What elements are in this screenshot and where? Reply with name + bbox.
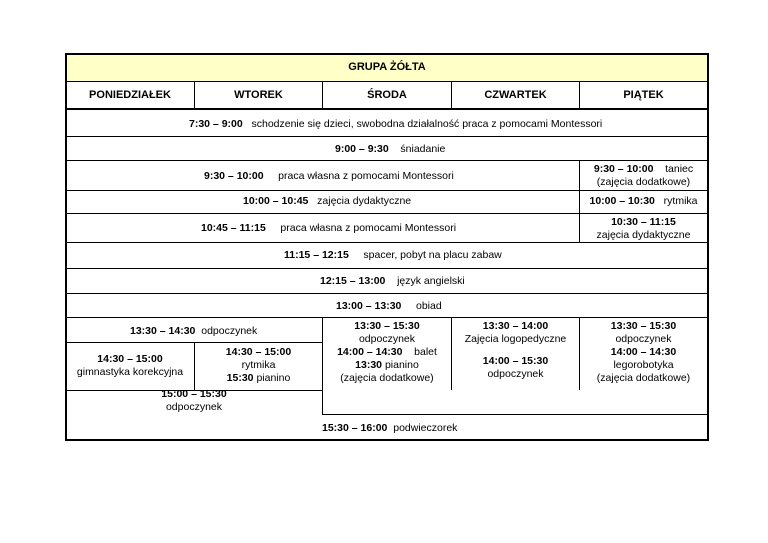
activity: balet <box>414 346 437 358</box>
activity: język angielski <box>397 275 465 287</box>
activity: praca własna z pomocami Montessori <box>278 170 454 182</box>
activity: pianino <box>256 372 291 384</box>
time: 14:00 – 14:30 <box>337 346 403 358</box>
mon-tue-rest-end <box>132 388 256 414</box>
row-9-30 <box>204 170 454 183</box>
time: 11:15 – 12:15 <box>284 249 349 261</box>
row-divider <box>65 108 709 110</box>
row-divider <box>65 160 709 161</box>
row-divider <box>65 213 709 214</box>
group-title: GRUPA ŻÓŁTA <box>348 61 426 73</box>
time: 12:15 – 13:00 <box>320 275 386 287</box>
row-divider <box>322 414 709 415</box>
time: 13:30 – 14:00 <box>482 320 549 332</box>
row-10-45 <box>201 222 456 235</box>
activity: śniadanie <box>400 143 446 155</box>
table-border-left <box>65 53 67 441</box>
row-10-00 <box>243 195 411 208</box>
time: 14:00 – 15:30 <box>482 355 549 367</box>
table-border-bottom <box>65 439 709 441</box>
time: 14:30 – 15:00 <box>97 353 163 365</box>
time: 15:00 – 15:30 <box>161 388 227 400</box>
activity: odpoczynek <box>165 401 223 413</box>
activity: schodzenie się dzieci, swobodna działalność praca z pomocami Montessori <box>251 118 603 130</box>
row-divider <box>65 293 709 294</box>
thursday-speech <box>452 320 579 346</box>
time: 14:30 – 15:00 <box>225 346 292 358</box>
row-12-15 <box>320 275 465 288</box>
activity: obiad <box>415 300 442 312</box>
time: 13:00 – 13:30 <box>336 300 402 312</box>
row-7-30 <box>189 118 602 131</box>
row-divider <box>65 242 709 243</box>
thursday-rest <box>452 355 579 381</box>
activity: podwieczorek <box>393 422 458 434</box>
activity: spacer, pobyt na placu zabaw <box>363 249 502 261</box>
time: 9:00 – 9:30 <box>335 143 389 155</box>
friday-afternoon <box>580 320 707 385</box>
time: 9:30 – 10:00 <box>204 170 264 182</box>
note: (zajęcia dodatkowe) <box>596 176 691 188</box>
time: 13:30 – 14:30 <box>130 325 196 337</box>
time: 9:30 – 10:00 <box>593 163 654 175</box>
row-11-15 <box>284 249 502 262</box>
time: 10:00 – 10:30 <box>589 195 655 207</box>
activity: gimnastyka korekcyjna <box>76 366 184 378</box>
day-header-friday: PIĄTEK <box>623 89 664 101</box>
time: 13:30 – 15:30 <box>610 320 677 332</box>
row-15-30 <box>322 422 457 435</box>
activity: odpoczynek <box>201 325 258 337</box>
activity: odpoczynek <box>358 333 416 345</box>
time: 15:30 <box>226 372 254 384</box>
day-header-wednesday: ŚRODA <box>367 89 407 101</box>
row-divider <box>65 268 709 269</box>
friday-lessons <box>580 216 707 242</box>
activity: odpoczynek <box>615 333 672 345</box>
activity: Zajęcia logopedyczne <box>464 333 567 345</box>
activity: legorobotyka <box>613 359 674 371</box>
time: 10:45 – 11:15 <box>201 222 266 234</box>
activity: praca własna z pomocami Montessori <box>280 222 457 234</box>
table-border-right <box>707 53 709 441</box>
activity: taniec <box>665 163 694 175</box>
mon-tue-rest <box>130 325 257 338</box>
wednesday-afternoon <box>323 320 451 385</box>
day-header-thursday: CZWARTEK <box>484 89 547 101</box>
day-header-tuesday: WTOREK <box>234 89 283 101</box>
note: (zajęcia dodatkowe) <box>340 372 434 384</box>
row-divider <box>65 136 709 137</box>
tuesday-rhythm <box>195 346 322 385</box>
friday-dance <box>580 163 707 189</box>
row-divider <box>65 190 709 191</box>
table-border-top <box>65 53 709 55</box>
row-divider <box>65 81 709 82</box>
activity: odpoczynek <box>487 368 544 380</box>
time: 15:30 – 16:00 <box>322 422 388 434</box>
time: 7:30 – 9:00 <box>189 118 243 130</box>
row-divider <box>65 317 709 318</box>
time: 10:00 – 10:45 <box>243 195 309 207</box>
friday-rhythm <box>580 195 707 208</box>
note: zajęcia dydaktyczne <box>596 229 691 241</box>
activity: rytmika <box>663 195 698 207</box>
note: (zajęcia dodatkowe) <box>596 372 691 384</box>
day-header-monday: PONIEDZIAŁEK <box>89 89 171 101</box>
time: 10:30 – 11:15 <box>611 216 676 228</box>
row-9-00 <box>335 143 445 156</box>
activity: rytmika <box>241 359 276 371</box>
monday-gymnastics <box>66 353 194 379</box>
activity: zajęcia dydaktyczne <box>317 195 412 207</box>
time: 14:00 – 14:30 <box>610 346 677 358</box>
activity: pianino <box>384 359 419 371</box>
time: 13:30 – 15:30 <box>354 320 420 332</box>
row-13-00 <box>336 300 442 313</box>
time: 13:30 <box>355 359 383 371</box>
